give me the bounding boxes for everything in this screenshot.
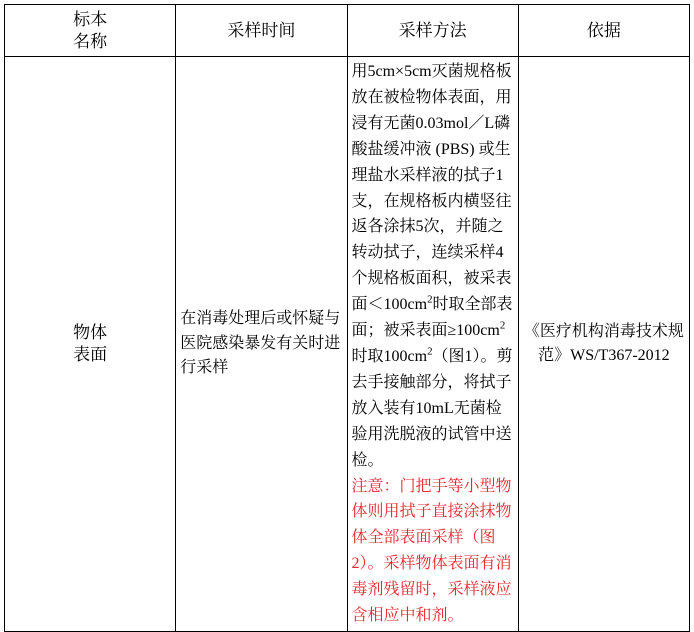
- method-part-1: 用5cm×5cm灭菌规格板放在被检物体表面，用浸有无菌0.03mol／L磷酸盐缓冲液 (PBS) 或生理盐水采样液的拭子1支，在规格板内横竖往返各涂抹5次，并随之转动拭子，连续采样4个规格板面积，被采表面＜100cm: [351, 63, 512, 314]
- specimen-name-line2: 表面: [73, 344, 108, 364]
- column-header-sampling-method: 采样方法: [347, 5, 518, 57]
- method-note-text: 注意：门把手等小型物体则用拭子直接涂抹物体全部表面采样（图2）。采样物体表面有消毒剂残留时，采样液应含相应中和剂。: [351, 477, 512, 625]
- column-header-sampling-time: 采样时间: [176, 5, 347, 57]
- specimen-name-line1: 物体: [73, 322, 108, 342]
- column-header-basis: 依据: [518, 5, 689, 57]
- method-superscript-2: 2: [499, 319, 506, 332]
- method-part-4: （图1）。剪去手接触部分，将拭子放入装有10mL无菌检验用洗脱液的试管中送检。: [351, 347, 513, 469]
- table-header: [5, 5, 690, 57]
- column-header-specimen-name-line1: 标本: [73, 10, 108, 30]
- cell-specimen-name: [5, 57, 176, 632]
- method-superscript-1: 2: [427, 293, 433, 306]
- table-body: [5, 57, 690, 632]
- method-part-2: 时取全部表面；被采表面≥100cm: [351, 296, 513, 340]
- method-superscript-3: 2: [427, 345, 433, 358]
- method-part-3: 时取100cm: [351, 347, 428, 365]
- cell-sampling-method: [347, 57, 518, 632]
- column-header-specimen-name: [5, 5, 176, 57]
- method-text: [352, 59, 514, 474]
- table-row: [5, 57, 690, 632]
- sampling-methods-table: [4, 4, 690, 632]
- table-header-row: [5, 5, 690, 57]
- cell-sampling-time: 在消毒处理后或怀疑与医院感染暴发有关时进行采样: [176, 57, 347, 632]
- column-header-specimen-name-line2: 名称: [73, 31, 108, 51]
- cell-basis: 《医疗机构消毒技术规范》WS/T367-2012: [518, 57, 689, 632]
